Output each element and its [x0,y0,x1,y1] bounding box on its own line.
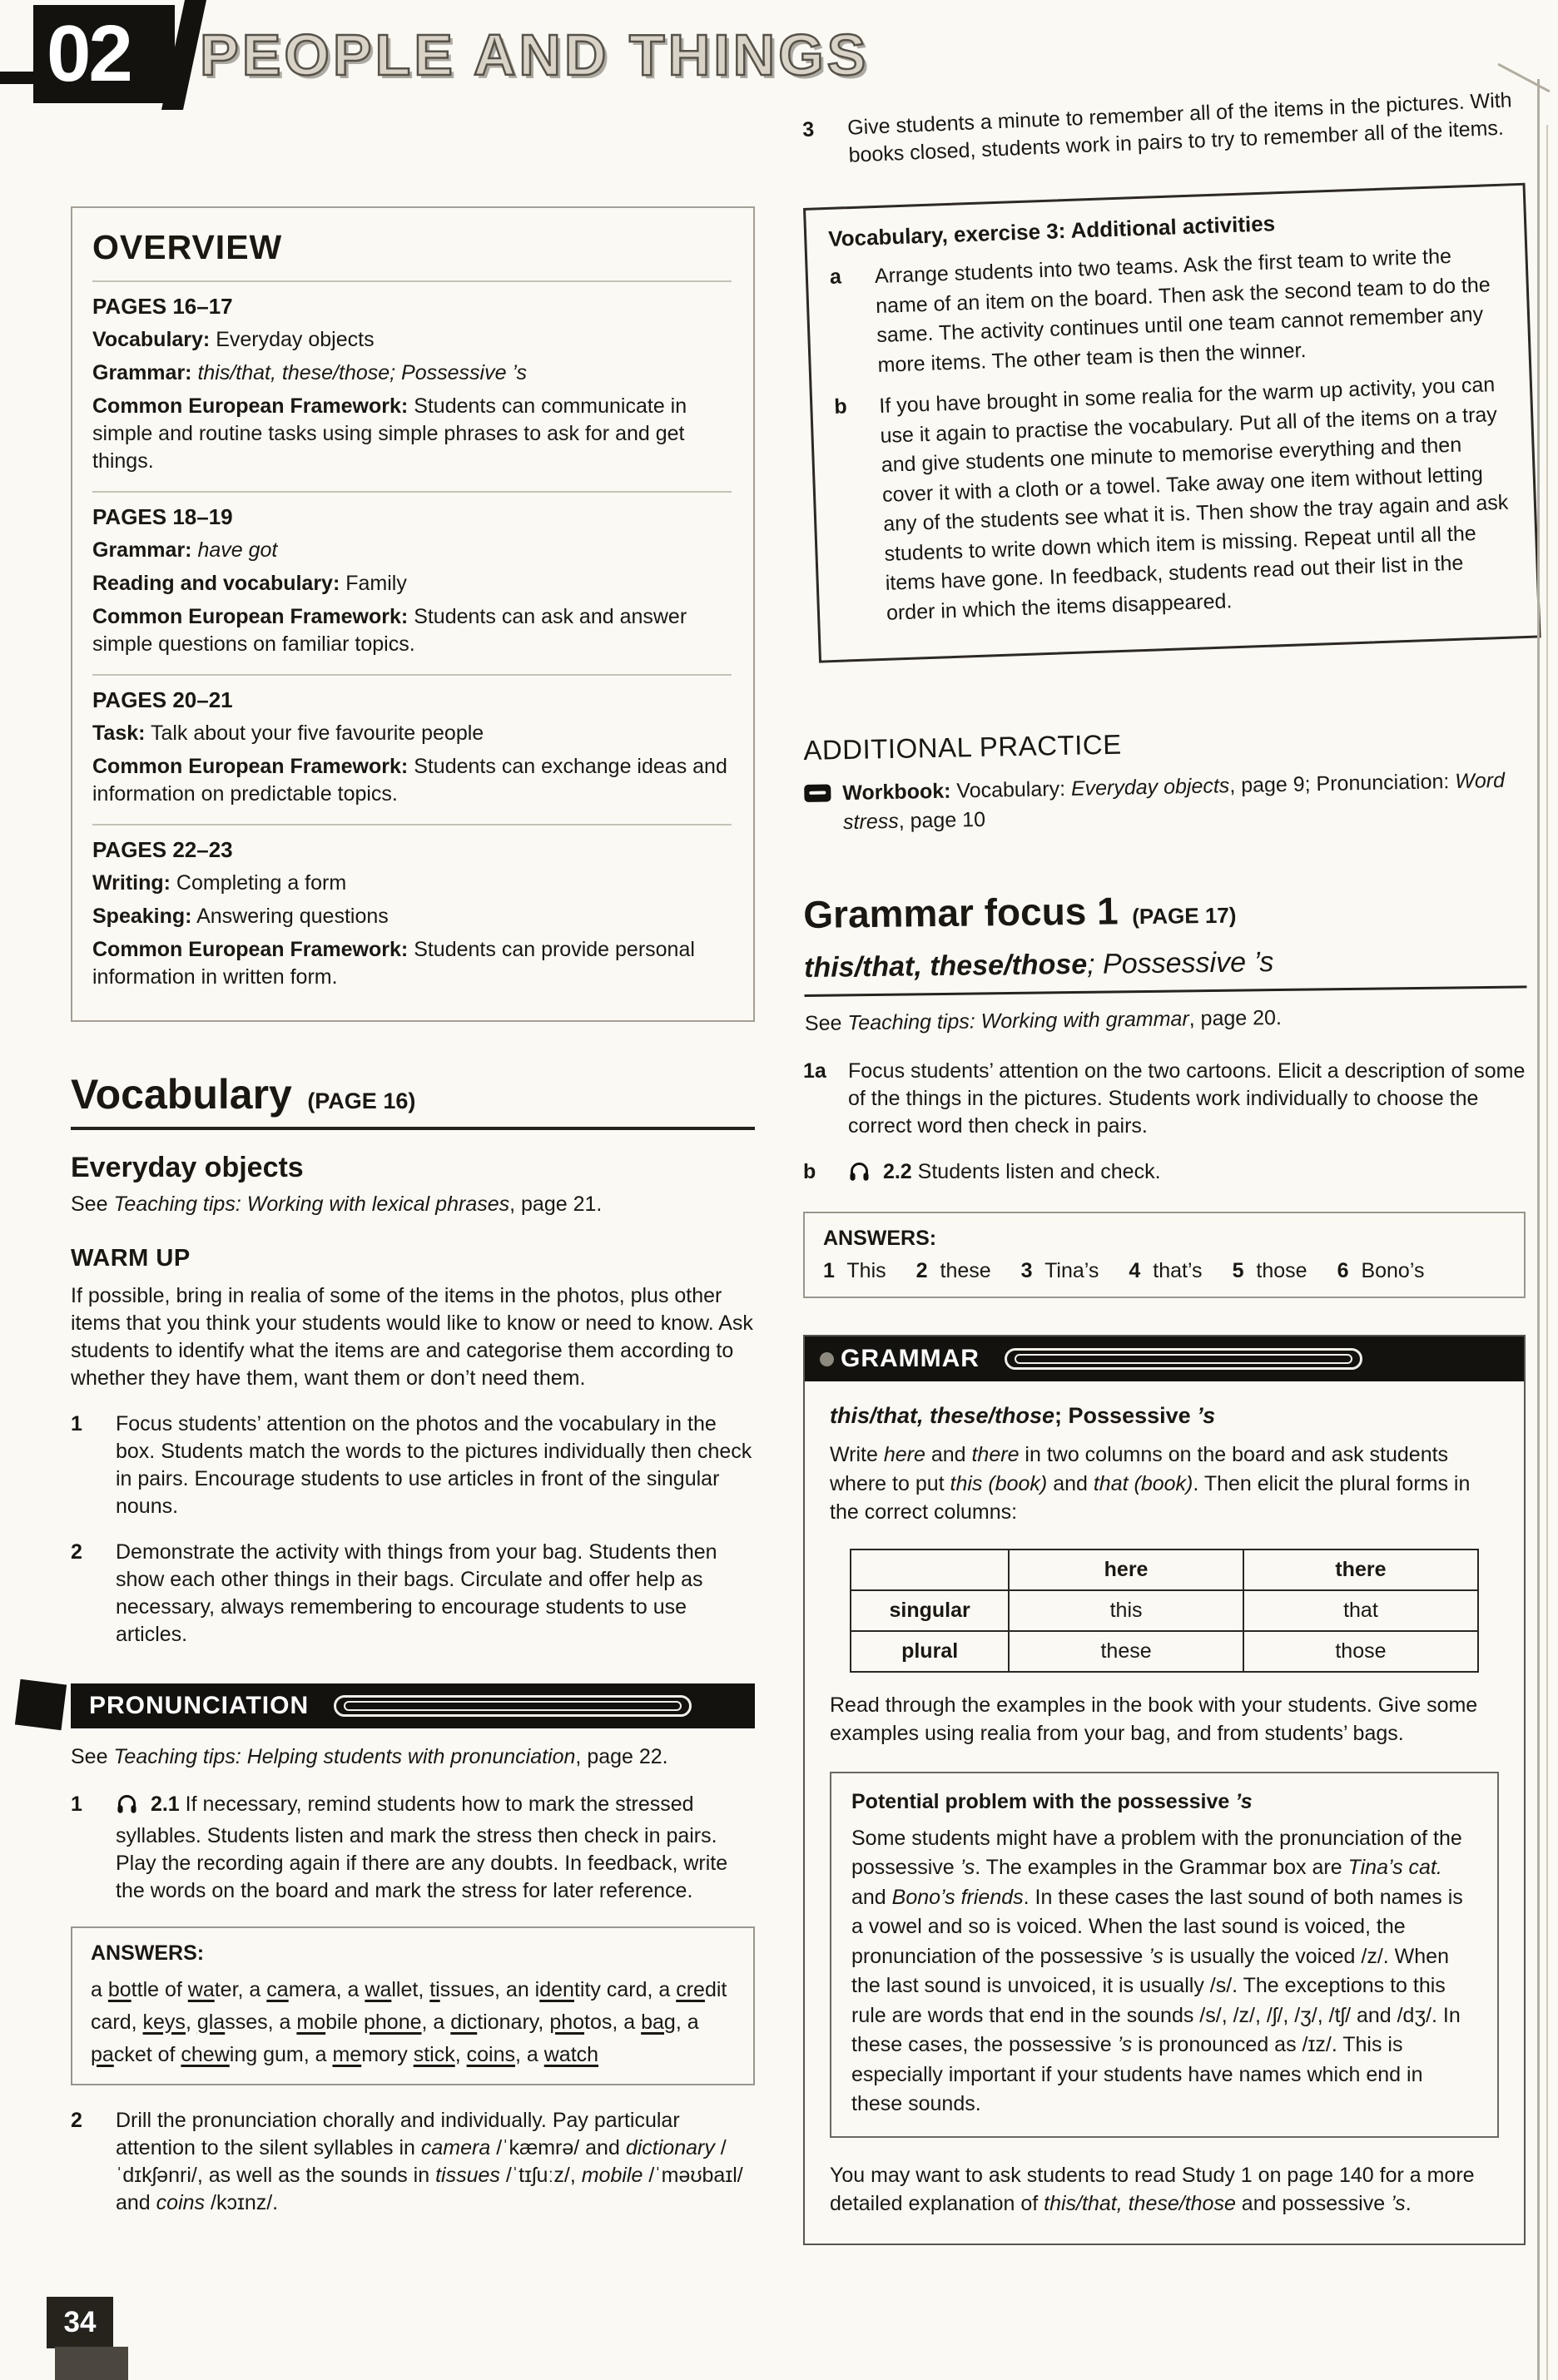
step-number: 1 [71,1792,82,1816]
step-body: If necessary, remind students how to mark the stressed syllables. Students listen and mark the stress then check in pairs. Play the recording again if there are any doubts. In feedback, write the words on the board and mark the stress for later reference. [116,1792,728,1902]
page-edge-line [1546,125,1548,2380]
grammar-focus-heading [803,883,1527,1036]
table-row-singular: singular this that [851,1590,1478,1631]
bar-pill-decoration [334,1695,692,1717]
see-teaching-tips: See Teaching tips: Working with lexical phrases, page 21. [71,1192,603,1216]
overview-line: Common European Framework: Students can provide personal information in written form. [92,938,695,989]
overview-title: OVERVIEW [92,225,732,282]
answers-title: ANSWERS: [823,1227,937,1250]
overview-pages-heading: PAGES 22–23 [92,837,233,862]
additional-activities-box [803,183,1541,663]
overview-line: Grammar: have got [92,538,278,562]
vocabulary-step-3 [802,87,1526,171]
step-text [848,1158,1526,1190]
pronunciation-step-2 [71,2107,755,2217]
warm-up-paragraph: If possible, bring in realia of some of the items in the photos, plus other items that you think your students would like to know or need to know. Ask students to identify what the items are and categorise them according to whether they have them, want them or don’t need them. [71,1284,753,1390]
workbook-reference [804,766,1527,837]
vocabulary-step-1 [71,1411,755,1520]
pronunciation-answers-box [71,1926,755,2085]
grammar-focus-answers-box [803,1212,1526,1298]
vocabulary-title: Vocabulary [71,1071,292,1118]
grammar-focus-subtitle: this/that, these/those; Possessive ’s [803,946,1274,984]
overview-section-pages-22-23 [92,824,732,1007]
table-corner-cell [851,1549,1009,1590]
answer-item: 5 those [1232,1259,1307,1282]
overview-line: Speaking: Answering questions [92,905,389,928]
step-number: b [803,1160,816,1183]
answer-item: 4 that’s [1129,1259,1203,1282]
pronunciation-step-1 [71,1791,755,1905]
activity-a [829,240,1506,382]
answer-item: 6 Bono’s [1337,1259,1425,1282]
vocabulary-page-ref: (PAGE 16) [307,1088,416,1113]
pronunciation-title: PRONUNCIATION [89,1692,310,1719]
grammar-note-box [803,1335,1526,2245]
step-text: Drill the pronunciation chorally and individually. Pay particular attention to the silent syllables in camera /ˈkæmrə/ and dictionary /ˈdɪkʃənri/, as well as the sounds in tissues /ˈtɪʃuːz/, mobile /ˈməʊbaɪl/ and coins /kɔɪnz/. [116,2109,743,2215]
overview-section-pages-20-21 [92,674,732,824]
step-number: 3 [801,117,815,142]
table-header-there: there [1243,1549,1478,1590]
page-edge-line [1537,79,1540,2380]
overview-pages-heading: PAGES 16–17 [92,294,233,319]
overview-line: Grammar: this/that, these/those; Possessive ’s [92,361,528,384]
overview-pages-heading: PAGES 18–19 [92,504,233,529]
step-number: 1a [803,1059,826,1083]
right-column [801,88,1526,2245]
grammar-box-header-bar [805,1336,1524,1381]
activity-text: Arrange students into two teams. Ask the first team to write the name of an item on the board. Then ask the second team to do the same. The activity continues until one team cannot remember any more items. The other team is then the winner. [874,244,1491,377]
step-text [116,1791,755,1905]
audio-track-number: 2.2 [882,1160,912,1183]
table-row-plural: plural these those [851,1631,1478,1672]
headphones-icon [848,1160,871,1190]
additional-practice-title: ADDITIONAL PRACTICE [803,728,1122,766]
audio-track-number: 2.1 [150,1792,180,1816]
vocabulary-subtitle: Everyday objects [71,1152,304,1183]
answer-item: 3 Tina’s [1020,1259,1099,1282]
overview-line: Reading and vocabulary: Family [92,572,407,595]
workbook-icon [804,784,831,802]
page-corner-mark [55,2347,128,2380]
bullet-dot-icon [820,1352,834,1366]
step-text: Focus students’ attention on the photos and the vocabulary in the box. Students match the words to the pictures individually then check in pairs. Encourage students to use articles in front of the singular nouns. [116,1412,752,1518]
grammar-box-heading: this/that, these/those; Possessive ’s [830,1403,1216,1428]
grammar-focus-title: Grammar focus 1 [803,889,1119,936]
vocabulary-section-heading [71,1070,755,1130]
headphones-icon [116,1792,138,1822]
unit-number: 02 [47,9,131,98]
potential-problem-box [830,1772,1499,2138]
potential-problem-text: Some students might have a problem with the pronunciation of the possessive ’s. The examples in the Grammar box are Tina’s cat. and Bono’s friends. In these cases the last sound of both names is a vowel and so is voiced. When the last sound is voiced, the pronunciation of the possessive ’s is usually the voiced /z/. When the last sound is unvoiced, it is usually /s/. The exceptions to this rule are words that end in the sounds /s/, /z/, /ʃ/, /ʒ/, /tʃ/ and /dʒ/. In these cases, the possessive ’s is pronounced as /ɪz/. This is especially important if your students have names which end in these sounds. [851,1826,1463,2115]
this-that-table [850,1549,1479,1673]
table-header-row [851,1549,1478,1590]
overview-line: Common European Framework: Students can communicate in simple and routine tasks using simple phrases to ask for and get things. [92,394,687,473]
additional-practice-section [803,721,1527,837]
step-number: 1 [71,1412,82,1435]
step-number: 2 [71,1540,82,1564]
overview-line: Task: Talk about your five favourite people [92,721,484,745]
activity-b [834,370,1516,630]
grammar-box-title: GRAMMAR [841,1345,980,1372]
overview-section-pages-18-19 [92,491,732,674]
workbook-text: Workbook: Vocabulary: Everyday objects, page 9; Pronunciation: Word stress, page 10 [842,768,1506,834]
answer-item: 1 This [823,1259,886,1282]
pronunciation-header-bar [71,1683,755,1728]
grammar-box-read-through: Read through the examples in the book with your students. Give some examples using realia from your bag, and from students’ bags. [830,1693,1478,1745]
overview-pages-heading: PAGES 20–21 [92,687,233,712]
overview-line: Common European Framework: Students can exchange ideas and information on predictable topics. [92,755,727,806]
page-number: 34 [47,2297,113,2348]
activity-letter: a [829,265,842,289]
answers-text: a bottle of water, a camera, a wallet, tissues, an identity card, a credit card, keys, glasses, a mobile phone, a dictionary, photos, a bag, a packet of chewing gum, a memory stick, coins, a watch [91,1978,727,2066]
answer-item: 2 these [915,1259,991,1282]
study-reference-note: You may want to ask students to read Study 1 on page 140 for a more detailed explanation of this/that, these/those and possessive ’s. [830,2163,1475,2215]
vocabulary-step-2 [71,1539,755,1649]
overview-line: Writing: Completing a form [92,871,347,895]
see-teaching-tips: See Teaching tips: Helping students with pronunciation, page 22. [71,1745,668,1768]
step-text: Focus students’ attention on the two cartoons. Elicit a description of some of the things in the pictures. Students work individually to choose the correct word then check in pairs. [848,1059,1526,1138]
overview-line: Vocabulary: Everyday objects [92,328,375,351]
heading-rule [805,985,1527,997]
step-number: 2 [71,2109,82,2133]
overview-section-pages-16-17 [92,282,732,491]
answers-title: ANSWERS: [91,1941,205,1965]
left-column [71,206,755,2235]
grammar-box-intro: Write here and there in two columns on the board and ask students where to put this (book) and that (book). Then elicit the plural forms in the correct columns: [830,1443,1471,1524]
activity-text: If you have brought in some realia for the warm up activity, you can use it again to practise the vocabulary. Put all of the items on a tray and give students one minute to memorise everything and then cover it with a cloth or a towel. Take away one item without letting any of the students see what it is. Then show the tray again and ask students to write down which item is missing. Repeat until all the items have gone. In feedback, students read out their list in the order in which the items disappeared. [878,373,1509,625]
step-body: Students listen and check. [917,1160,1161,1183]
potential-problem-title: Potential problem with the possessive ’s [851,1789,1253,1813]
table-header-here: here [1009,1549,1243,1590]
overview-box [71,206,755,1022]
additional-activities-title: Vocabulary, exercise 3: Additional activities [827,211,1276,251]
answers-row [823,1259,1506,1283]
grammar-box-body [805,1381,1524,2244]
grammar-focus-step-1a [803,1058,1526,1140]
overview-line: Common European Framework: Students can ask and answer simple questions on familiar topics. [92,605,687,656]
see-teaching-tips: See Teaching tips: Working with grammar, page 20. [804,1005,1283,1035]
warm-up-title: WARM UP [71,1245,191,1272]
unit-number-badge [33,5,175,103]
step-text: Give students a minute to remember all of the items in the pictures. With books closed, students work in pairs to try to remember all of the items. [846,88,1513,167]
bar-pill-decoration [1005,1348,1362,1370]
activity-letter: b [833,394,848,419]
step-text: Demonstrate the activity with things from your bag. Students then show each other things in their bags. Circulate and offer help as necessary, always remembering to encourage students to use articles. [116,1540,717,1646]
grammar-focus-page-ref: (PAGE 17) [1132,902,1237,930]
unit-title: PEOPLE AND THINGS [200,22,870,87]
grammar-focus-step-b [803,1158,1526,1190]
